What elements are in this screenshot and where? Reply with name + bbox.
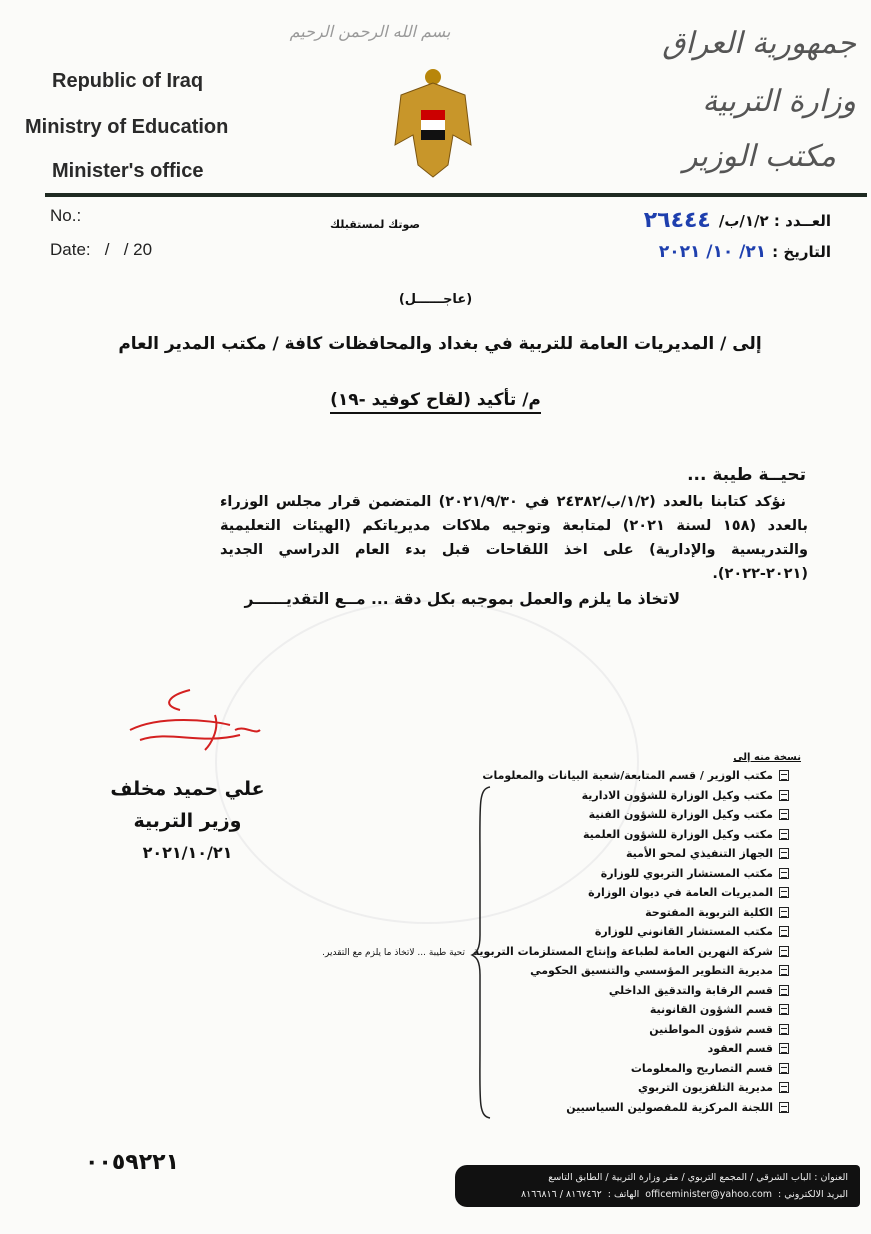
cc-item (469, 1098, 789, 1118)
cc-item-label: الكلية التربوية المفتوحة (645, 905, 773, 919)
cc-item-label: قسم الرقابة والتدقيق الداخلي (608, 983, 773, 997)
closing: لاتخاذ ما يلزم والعمل بموجبه بكل دقة ... مــع التقديــــــر (244, 590, 680, 608)
cc-item-label: مكتب وكيل الوزارة للشؤون العلمية (582, 827, 773, 841)
iraq-eagle-emblem (393, 65, 473, 180)
footer-contact-line (467, 1186, 848, 1203)
cc-item-label: مديرية التلفزيون التربوي (638, 1081, 773, 1095)
header-en-line-1: Republic of Iraq (52, 70, 204, 92)
document-icon (779, 887, 789, 898)
document-icon (779, 868, 789, 879)
document-icon (779, 809, 789, 820)
header-en-line-2: Ministry of Education (25, 116, 229, 138)
cc-item (469, 786, 789, 806)
cc-item-label: مكتب الوزير / قسم المتابعة/شعبة البيانات والمعلومات (482, 769, 773, 783)
urgent-label: (عاجــــــل) (398, 292, 473, 307)
document-icon (779, 1082, 789, 1093)
cc-item (469, 942, 789, 962)
cc-item (469, 1020, 789, 1040)
cc-item-label: مكتب المستشار القانوني للوزارة (594, 925, 773, 939)
cc-item-label: قسم التصاريح والمعلومات (630, 1061, 773, 1075)
header-divider (45, 193, 867, 197)
no-label: No.: (50, 206, 82, 225)
cc-item (469, 1000, 789, 1020)
document-icon (779, 985, 789, 996)
cc-item (469, 1078, 789, 1098)
signatory-title: وزير التربية (133, 810, 242, 832)
serial-number: ٠٠٥٩٢٢١ (85, 1150, 179, 1175)
cc-brace (470, 785, 492, 1120)
ar-number-label: العــدد : ١/٢/ب/ (718, 211, 831, 230)
document-icon (779, 770, 789, 781)
cc-heading: نسخة منه إلى (733, 752, 801, 763)
signatory-name: علي حميد مخلف (110, 778, 265, 800)
footer-contact (455, 1165, 860, 1207)
cc-item (469, 922, 789, 942)
signature-scribble (120, 685, 270, 759)
cc-item (469, 844, 789, 864)
cc-item-label: الجهاز التنفيذي لمحو الأمية (625, 847, 773, 861)
cc-item-label: قسم شؤون المواطنين (649, 1022, 773, 1036)
document-icon (779, 848, 789, 859)
email: officeminister@yahoo.com (645, 1189, 773, 1200)
document-icon (779, 965, 789, 976)
cc-item (469, 1039, 789, 1059)
cc-note: تحية طيبة ... لاتخاذ ما يلزم مع التقدير. (322, 948, 465, 958)
ar-date-label: التاريخ : (772, 243, 831, 261)
document-icon (779, 829, 789, 840)
cc-item-label: اللجنة المركزية للمفصولين السياسيين (566, 1100, 773, 1114)
document-icon (779, 946, 789, 957)
ar-number-value: ٢٦٤٤٤ (643, 208, 711, 233)
cc-item-label: شركة النهرين العامة لطباعة وإنتاج المستلزمات التربوية (472, 944, 773, 958)
header-ar-line-3: مكتب الوزير (682, 139, 836, 174)
greeting: تحيــة طيبة ... (687, 465, 806, 485)
cc-item (469, 981, 789, 1001)
email-label: البريد الالكتروني : (778, 1189, 848, 1200)
cc-item-label: مكتب المستشار التربوي للوزارة (600, 866, 773, 880)
ar-date-value: ٢١/ ١٠/ ٢٠٢١ (658, 242, 767, 262)
document-icon (779, 790, 789, 801)
phones: ٨١٦٧٤٦٢ / ٨١٦٦٨١٦ (521, 1189, 602, 1200)
cc-item-label: المديريات العامة في ديوان الوزارة (588, 886, 773, 900)
header-ar-line-1: جمهورية العراق (662, 26, 856, 61)
cc-item-label: قسم العقود (707, 1042, 773, 1056)
ar-date (659, 242, 831, 262)
document-icon (779, 1102, 789, 1113)
cc-item-label: مكتب وكيل الوزارة للشؤون الادارية (581, 788, 773, 802)
header-en-line-3: Minister's office (52, 160, 204, 182)
header-ar-line-2: وزارة التربية (702, 84, 856, 119)
document-icon (779, 1024, 789, 1035)
subject: م/ تأكيد (لقاح كوفيد -١٩) (0, 390, 871, 410)
slogan: صوتك لمستقبلك (330, 218, 421, 231)
document-icon (779, 1063, 789, 1074)
letter-body: نؤكد كتابنا بالعدد (١/٢/ب/٢٤٣٨٢ في ٢٠٢١/٩/٣٠) المتضمن قرار مجلس الوزراء بالعدد (١٥٨ لسنة ٢٠٢١) لمتابعة وتوجيه ملاكات مديرياتكم (الهيئات التعليمية والتدريسية والإدارية) على اخذ اللقاحات قبل بدء العام الدراسي الجديد (٢٠٢١-٢٠٢٢). (220, 494, 808, 582)
ar-number (644, 208, 831, 233)
document-icon (779, 926, 789, 937)
document-icon (779, 1004, 789, 1015)
cc-item (469, 903, 789, 923)
cc-item-label: مديرية التطوير المؤسسي والتنسيق الحكومي (530, 964, 773, 978)
cc-item (469, 1059, 789, 1079)
cc-item (469, 825, 789, 845)
cc-item-label: قسم الشؤون القانونية (649, 1003, 773, 1017)
phone-label: الهاتف : (607, 1189, 640, 1200)
signature-date: ٢٠٢١/١٠/٢١ (142, 843, 233, 862)
cc-item (469, 766, 789, 786)
footer-address: العنوان : الباب الشرقي / المجمع التربوي / مقر وزارة التربية / الطابق التاسع (548, 1172, 848, 1183)
cc-item (469, 883, 789, 903)
document-icon (779, 907, 789, 918)
basmala: بسم الله الرحمن الرحيم (289, 22, 451, 41)
cc-list (469, 766, 789, 1117)
cc-item-label: مكتب وكيل الوزارة للشؤون الفنية (588, 808, 773, 822)
cc-item (469, 961, 789, 981)
recipient: إلى / المديريات العامة للتربية في بغداد والمحافظات كافة / مكتب المدير العام (118, 334, 762, 354)
date-label: Date: / / 20 (50, 240, 153, 259)
cc-item (469, 864, 789, 884)
document-icon (779, 1043, 789, 1054)
cc-item (469, 805, 789, 825)
